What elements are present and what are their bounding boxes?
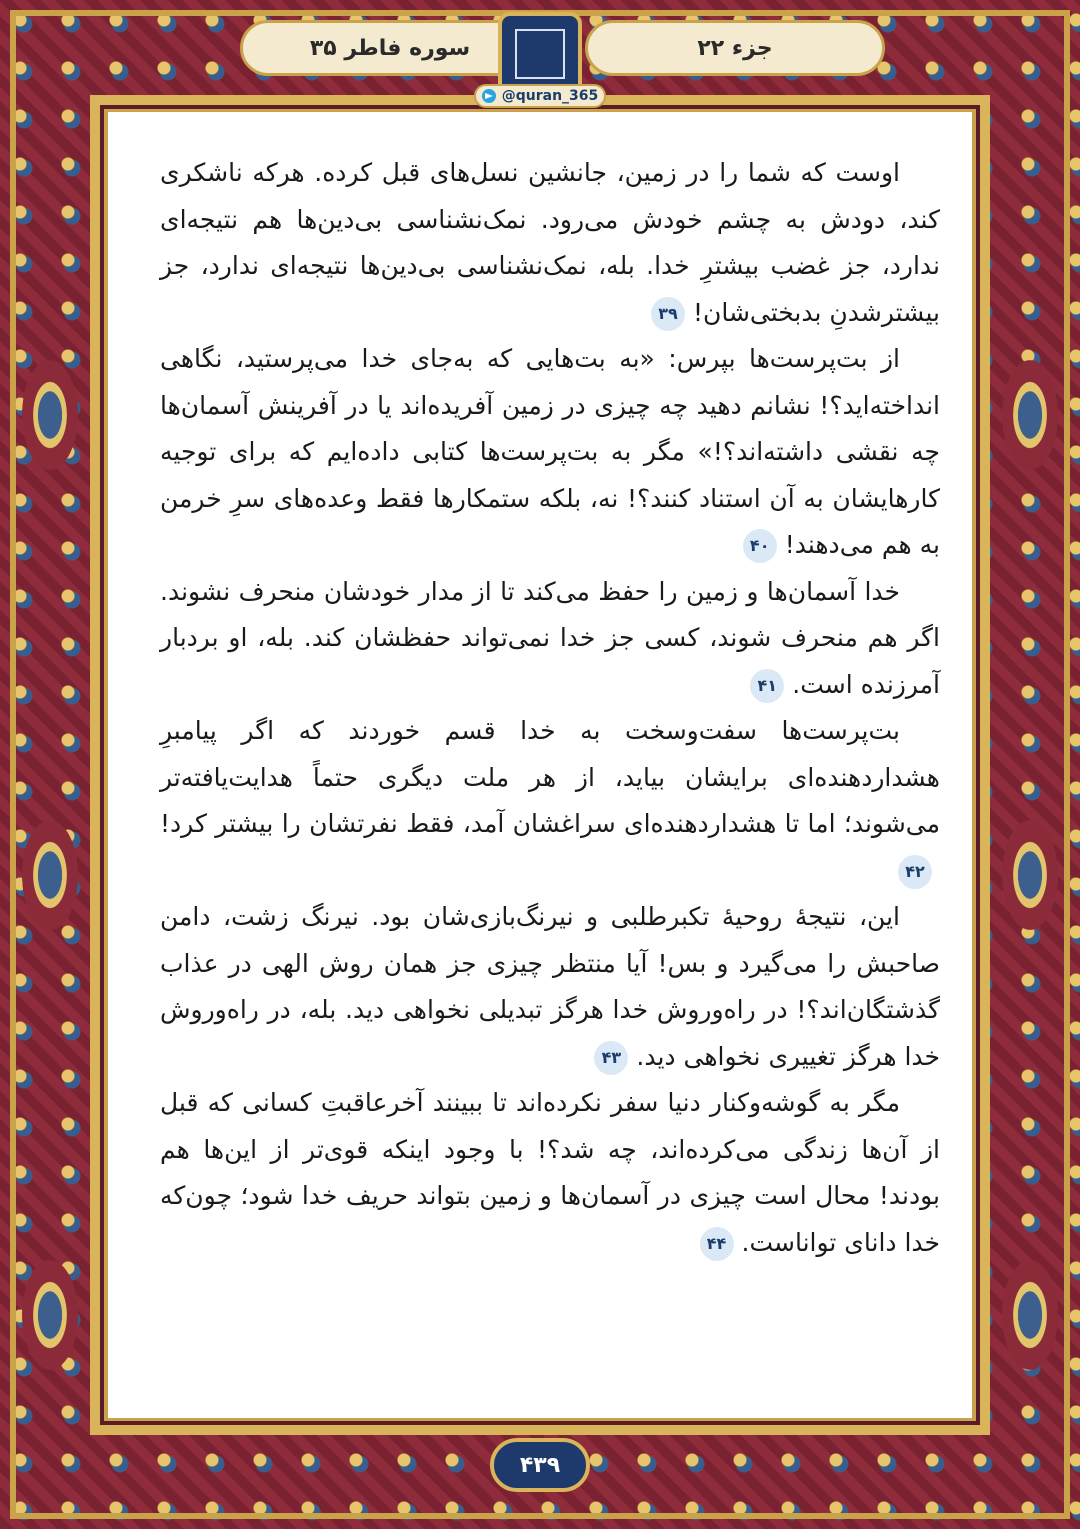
right-medallion-bottom	[1002, 1260, 1058, 1370]
channel-handle	[474, 84, 606, 108]
ayah-number-badge: ۴۱	[750, 669, 784, 703]
ayah-number-badge: ۴۲	[898, 855, 932, 889]
left-medallion-middle	[22, 820, 78, 930]
ayah-number-badge: ۴۳	[594, 1041, 628, 1075]
paragraph-text: اوست که شما را در زمین، جانشین نسل‌های قبل کرده. هرکه ناشکری کند، دودش به چشم خودش می‌رود. نمک‌نشناسی بی‌دین‌ها هم نتیجه‌ای ندارد، جز غضب بیشترِ خدا. بله، نمک‌نشناسی بی‌دین‌ها نتیجه‌ای ندارد، جز بیشترشدنِ بدبختی‌شان!	[160, 158, 940, 327]
right-medallion-middle	[1002, 820, 1058, 930]
paragraph-text: مگر به گوشه‌وکنار دنیا سفر نکرده‌اند تا ببینند آخرعاقبتِ کسانی که قبل از آن‌ها زندگی می‌کرده‌اند، چه شد؟! با وجود اینکه قوی‌تر از این‌ها هم بودند! محال است چیزی در آسمان‌ها و زمین بتواند حریف خدا شود؛ چون‌که خدا دانای تواناست.	[160, 1088, 940, 1257]
paragraph	[160, 1080, 940, 1266]
left-medallion-top	[22, 360, 78, 470]
paragraph	[160, 894, 940, 1080]
channel-handle-text: @quran_365	[501, 88, 599, 104]
paragraph	[160, 150, 940, 336]
paragraph	[160, 336, 940, 569]
ayah-number-badge: ۴۴	[700, 1227, 734, 1261]
paragraph-text: از بت‌پرست‌ها بپرس: «به بت‌هایی که به‌جای خدا می‌پرستید، نگاهی انداخته‌اید؟! نشانم دهید چه چیزی در زمین آفریده‌اند یا در آفرینش آسمان‌ها چه نقشی داشته‌اند؟!» مگر به بت‌پرست‌ها کتابی داده‌ایم که برای توجیه کارهایشان به آن استناد کنند؟! نه، بلکه ستمکارها فقط وعده‌های سرِ خرمن به هم می‌دهند!	[160, 344, 940, 559]
paragraph	[160, 569, 940, 709]
paragraph-text: خدا آسمان‌ها و زمین را حفظ می‌کند تا از مدار خودشان منحرف نشوند. اگر هم منحرف شوند، کسی جز خدا نمی‌تواند حفظشان کند. بله، او بردبار آمرزنده است.	[160, 576, 940, 699]
translation-text	[160, 150, 940, 1266]
juz-label: جزء ۲۲	[585, 20, 885, 76]
surah-label: سوره فاطر ۳۵	[240, 20, 540, 76]
left-medallion-bottom	[22, 1260, 78, 1370]
page-number: ۴۳۹	[490, 1438, 590, 1492]
telegram-icon	[482, 89, 496, 103]
paragraph-text: این، نتیجهٔ روحیهٔ تکبرطلبی و نیرنگ‌بازی‌شان بود. نیرنگ زشت، دامن صاحبش را می‌گیرد و بس! آیا منتظر چیزی جز همان روش الهی در عذاب گذشتگان‌اند؟! در راه‌وروش خدا هرگز تبدیلی نخواهی دید. بله، در راه‌وروش خدا هرگز تغییری نخواهی دید.	[160, 902, 940, 1071]
ayah-number-badge: ۳۹	[651, 297, 685, 331]
paragraph-text: بت‌پرست‌ها سفت‌وسخت به خدا قسم خوردند که اگر پیامبرِ هشداردهنده‌ای برایشان بیاید، از هر ملت دیگری حتماً هدایت‌یافته‌تر می‌شوند؛ اما تا هشداردهنده‌ای سراغشان آمد، فقط نفرتشان را بیشتر کرد!	[160, 716, 940, 838]
paragraph	[160, 708, 940, 894]
right-medallion-top	[1002, 360, 1058, 470]
ayah-number-badge: ۴۰	[743, 529, 777, 563]
